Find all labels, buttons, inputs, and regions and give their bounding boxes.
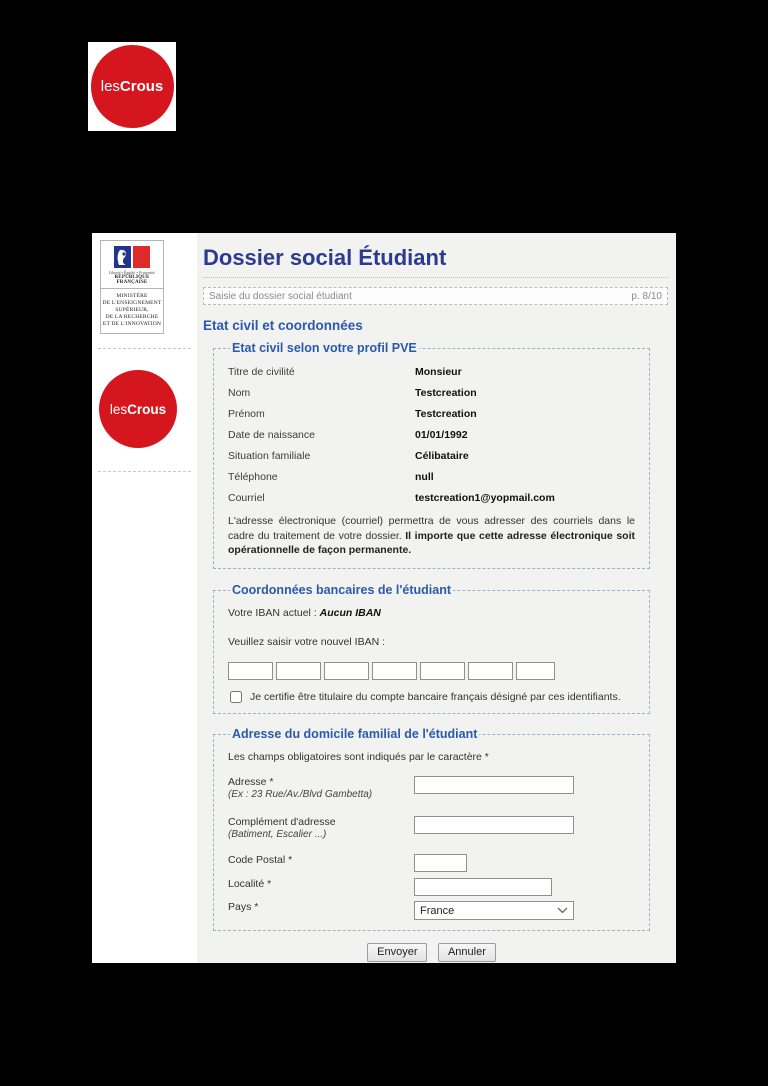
address-row	[228, 776, 635, 801]
profile-row	[228, 492, 635, 504]
profile-row	[228, 408, 635, 420]
email-note-bold: Il importe que cette adresse électronique soit opérationnelle de façon permanente.	[228, 529, 635, 557]
adresse-input[interactable]	[414, 776, 574, 794]
field-value: 01/01/1992	[415, 429, 468, 441]
field-value: Célibataire	[415, 450, 469, 462]
required-fields-note: Les champs obligatoires sont indiqués par le caractère *	[228, 751, 489, 764]
field-label: Prénom	[228, 408, 265, 420]
field-label: Courriel	[228, 492, 265, 504]
address-row	[228, 854, 635, 872]
current-iban-label: Votre IBAN actuel :	[228, 607, 320, 620]
field-label: Situation familiale	[228, 450, 311, 462]
code-postal-input[interactable]	[414, 854, 467, 872]
pays-selected-value: France	[420, 904, 455, 917]
field-value: Testcreation	[415, 387, 477, 399]
current-iban-value: Aucun IBAN	[319, 607, 381, 620]
republique-text: RÉPUBLIQUE FRANÇAISE	[114, 275, 150, 285]
fieldset-address	[213, 727, 650, 931]
field-label: Adresse *	[228, 776, 274, 789]
fieldset-bank-legend: Coordonnées bancaires de l'étudiant	[232, 583, 451, 598]
field-label: Complément d'adresse	[228, 816, 336, 829]
pays-select[interactable]	[414, 901, 574, 920]
crous-logo-sidebar	[99, 370, 177, 448]
fieldset-address-legend: Adresse du domicile familial de l'étudiant	[232, 727, 478, 742]
address-label-block	[228, 776, 414, 801]
complement-adresse-input[interactable]	[414, 816, 574, 834]
ministry-logo	[100, 240, 164, 334]
iban-segment-input-4[interactable]	[372, 662, 417, 680]
french-flag-icon	[112, 246, 152, 268]
iban-segment-input-3[interactable]	[324, 662, 369, 680]
cancel-button[interactable]: Annuler	[438, 943, 496, 962]
profile-row	[228, 429, 635, 441]
ministry-line: DE LA RECHERCHE	[105, 314, 159, 320]
iban-segment-input-1[interactable]	[228, 662, 273, 680]
crous-logo-top	[88, 42, 176, 131]
field-value: Monsieur	[415, 366, 462, 378]
field-hint: (Batiment, Escalier ...)	[228, 829, 327, 841]
crous-logo-text-bold: Crous	[119, 78, 164, 95]
ministry-line: MINISTÈRE	[116, 293, 148, 299]
iban-segment-input-7[interactable]	[516, 662, 555, 680]
address-row	[228, 878, 635, 896]
sidebar-divider	[98, 471, 191, 472]
iban-segment-input-2[interactable]	[276, 662, 321, 680]
sidebar	[92, 233, 197, 963]
iban-segment-input-5[interactable]	[420, 662, 465, 680]
chevron-down-icon	[557, 907, 568, 914]
field-value: testcreation1@yopmail.com	[415, 492, 555, 504]
fieldset-etat-civil-legend: Etat civil selon votre profil PVE	[232, 341, 417, 355]
field-value: null	[415, 471, 434, 483]
certify-label: Je certifie être titulaire du compte bancaire français désigné par ces identifiants.	[250, 691, 621, 704]
address-row	[228, 816, 635, 841]
certify-row	[228, 691, 635, 703]
field-label: Date de naissance	[228, 429, 315, 441]
email-note	[228, 514, 635, 558]
submit-button[interactable]: Envoyer	[367, 943, 427, 962]
motto-text: Liberté • Égalité • Fraternité	[108, 270, 156, 275]
iban-segment-input-6[interactable]	[468, 662, 513, 680]
ministry-name	[101, 289, 163, 333]
iban-inputs	[228, 662, 635, 680]
profile-row	[228, 387, 635, 399]
field-value: Testcreation	[415, 408, 477, 420]
crous-logo-text-bold: Crous	[127, 401, 167, 417]
profile-row	[228, 450, 635, 462]
section-title: Etat civil et coordonnées	[203, 318, 363, 333]
certify-checkbox[interactable]	[230, 691, 242, 703]
page-title: Dossier social Étudiant	[203, 243, 668, 278]
crous-logo-text: les	[100, 78, 120, 95]
new-iban-label: Veuillez saisir votre nouvel IBAN :	[228, 636, 385, 649]
form-actions	[213, 942, 650, 962]
email-note-normal: L'adresse électronique (courriel) permettra de vous adresser des courriels dans le cadre du traitement de votre dossier.	[228, 515, 635, 542]
ministry-line: DE L'ENSEIGNEMENT	[102, 300, 162, 306]
ministry-line: ET DE L'INNOVATION	[102, 321, 162, 327]
current-iban-line	[228, 607, 635, 619]
ministry-line: SUPÉRIEUR,	[115, 307, 149, 313]
field-label: Téléphone	[228, 471, 278, 483]
crous-logo-text: les	[109, 401, 128, 417]
breadcrumb-label: Saisie du dossier social étudiant	[209, 290, 352, 302]
page-container	[92, 233, 676, 963]
fieldset-etat-civil	[213, 341, 650, 569]
breadcrumb	[203, 287, 668, 305]
field-label: Titre de civilité	[228, 366, 295, 378]
address-row	[228, 901, 635, 920]
address-label-block	[228, 816, 414, 841]
profile-row	[228, 471, 635, 483]
profile-row	[228, 366, 635, 378]
fieldset-bank	[213, 583, 650, 714]
field-hint: (Ex : 23 Rue/Av./Blvd Gambetta)	[228, 789, 373, 801]
field-label: Localité *	[228, 878, 272, 891]
sidebar-divider	[98, 348, 191, 349]
field-label: Pays *	[228, 901, 259, 914]
field-label: Nom	[228, 387, 251, 399]
crous-logo-circle	[91, 45, 174, 128]
page-indicator: p. 8/10	[631, 290, 662, 302]
localite-input[interactable]	[414, 878, 552, 896]
main-content	[197, 233, 676, 963]
field-label: Code Postal *	[228, 854, 293, 867]
